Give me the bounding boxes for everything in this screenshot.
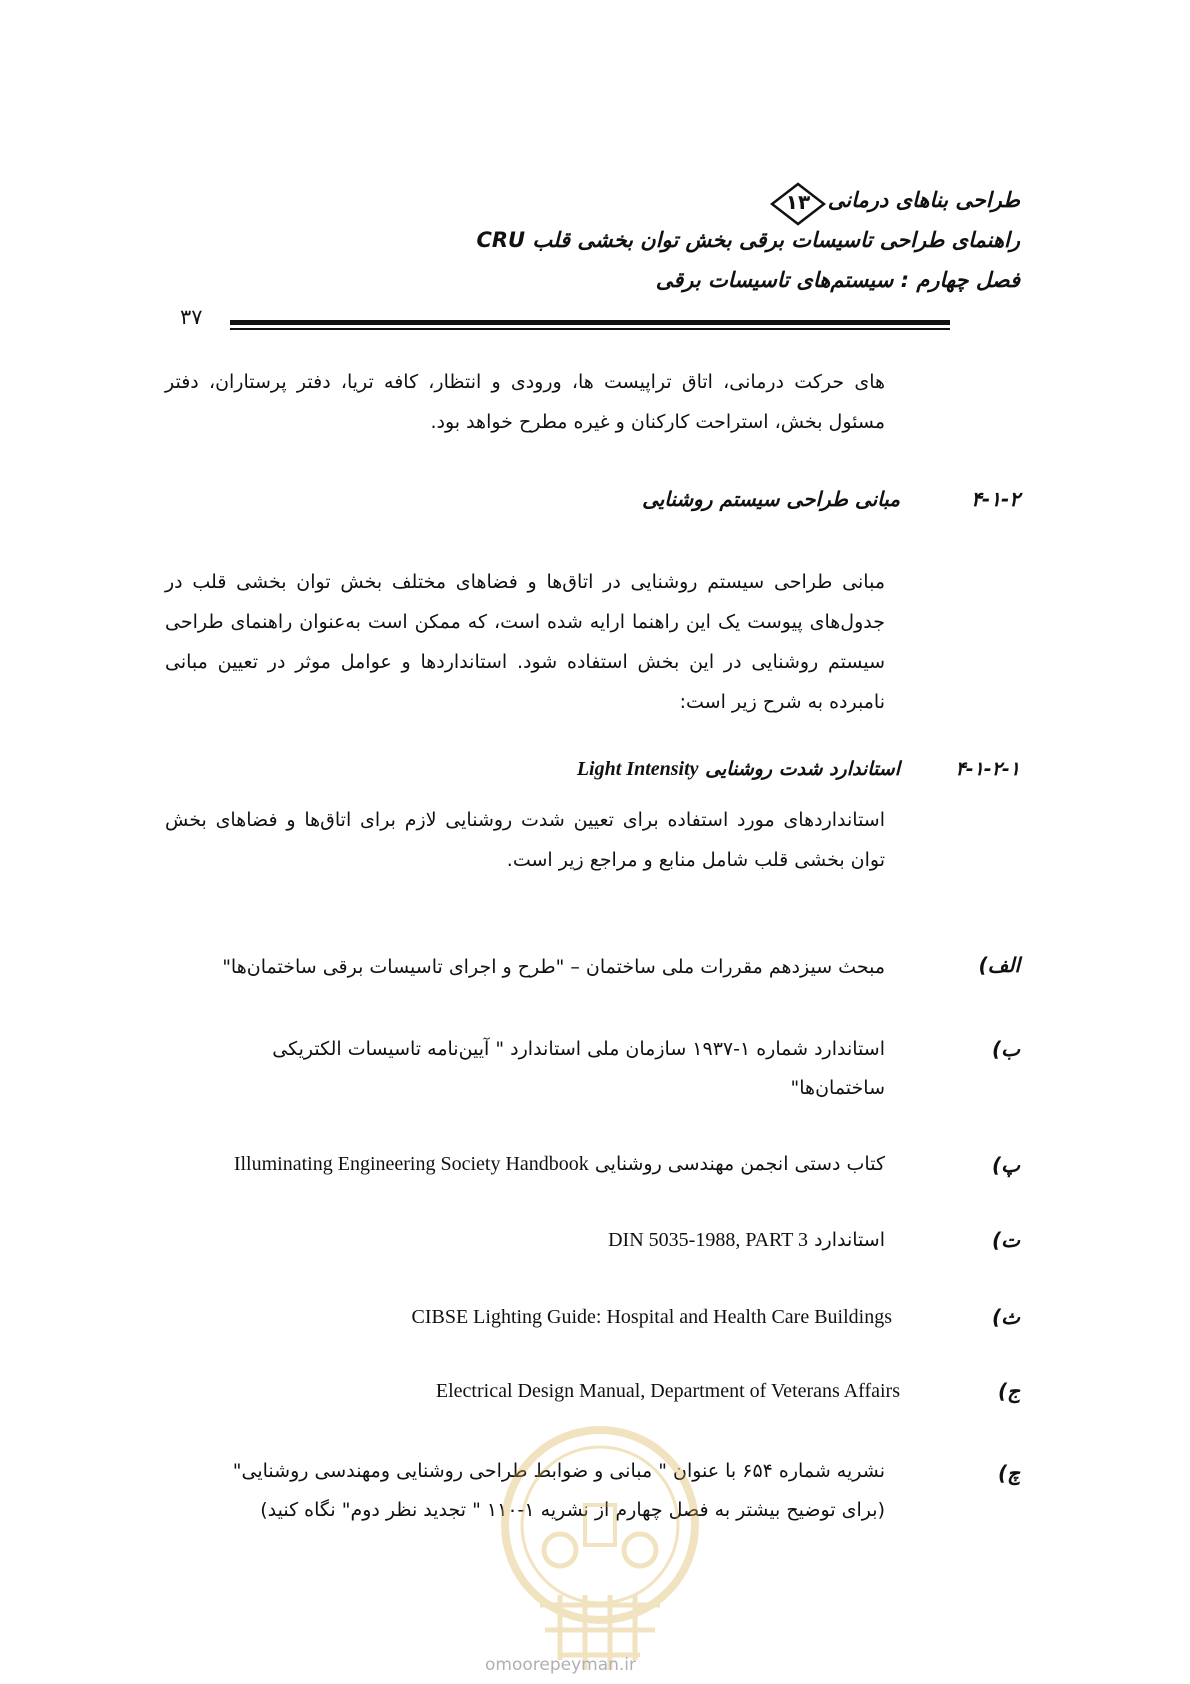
list-item-continuation: ساختمان‌ها" (790, 1077, 885, 1099)
subsection-title-en: Light Intensity (576, 758, 699, 780)
subsection-title (577, 758, 900, 781)
list-item-marker: ج) (997, 1379, 1020, 1403)
intro-paragraph: های حرکت درمانی، اتاق تراپیست ها، ورودی و انتظار، کافه تریا، دفتر پرستاران، دفتر مسئول بخش، استراحت کارکنان و غیره مطرح خواهد بود. (165, 371, 885, 433)
list-item-text-fa: استاندارد (814, 1229, 885, 1251)
list-item (608, 1220, 885, 1260)
page-number: ۳۷ (180, 305, 203, 329)
list-item-text-fa: کتاب دستی انجمن مهندسی روشنایی (594, 1153, 885, 1175)
list-item-marker: ت) (992, 1228, 1020, 1252)
list-item-marker: ب) (992, 1037, 1020, 1061)
list-item-marker: پ) (992, 1153, 1020, 1177)
book-title: طراحی بناهای درمانی (827, 188, 1020, 212)
list-item: Electrical Design Manual, Department of Veterans Affairs (435, 1380, 900, 1402)
chapter-title: فصل چهارم : سیستم‌های تاسیسات برقی (655, 268, 1020, 292)
list-item-marker: ث) (992, 1305, 1020, 1329)
section-number: ۴-۱-۲ (971, 487, 1020, 511)
header-rule-thick (230, 320, 950, 325)
list-item: مبحث سیزدهم مقررات ملی ساختمان – "طرح و اجرای تاسیسات برقی ساختمان‌ها" (222, 956, 885, 978)
list-item (234, 1144, 885, 1184)
volume-number: ۱۳ (785, 190, 811, 214)
subsection-paragraph: استانداردهای مورد استفاده برای تعیین شدت روشنایی لازم برای اتاق‌ها و فضاهای بخش توان بخشی قلب شامل منابع و مراجع زیر است. (165, 809, 885, 871)
list-item-text-en: DIN 5035-1988, PART 3 (608, 1229, 809, 1251)
list-item-marker: الف) (978, 953, 1020, 977)
list-item: CIBSE Lighting Guide: Hospital and Health Care Buildings (411, 1306, 892, 1328)
subsection-title-fa: استاندارد شدت روشنایی (705, 758, 900, 780)
header-rule-thin (230, 328, 950, 330)
section-title: مبانی طراحی سیستم روشنایی (642, 487, 900, 511)
list-item-marker: چ) (997, 1461, 1020, 1485)
section-paragraph: مبانی طراحی سیستم روشنایی در اتاق‌ها و فضاهای مختلف بخش توان بخشی قلب در جدول‌های پیوست یک این راهنما ارایه شده است، که ممکن است به‌عنوان راهنمای طراحی سیستم روشنایی در این بخش استفاده شود. استانداردها و عوامل موثر در تعیین مبانی نامبرده به شرح زیر است: (165, 571, 885, 713)
list-item-text-en: Illuminating Engineering Society Handbook (233, 1153, 589, 1175)
subsection-number: ۴-۱-۲-۱ (955, 758, 1020, 780)
list-item-continuation: (برای توضیح بیشتر به فصل چهارم از نشریه ۱-۱۱۰ " تجدید نظر دوم" نگاه کنید) (260, 1499, 885, 1521)
guide-title: راهنمای طراحی تاسیسات برقی بخش توان بخشی قلب CRU (476, 228, 1020, 252)
list-item: نشریه شماره ۶۵۴ با عنوان " مبانی و ضوابط طراحی روشنایی ومهندسی روشنایی" (232, 1460, 885, 1482)
watermark-seal-icon (490, 1420, 710, 1680)
list-item: استاندارد شماره ۱-۱۹۳۷ سازمان ملی استاندارد " آیین‌نامه تاسیسات الکتریکی (272, 1038, 885, 1060)
watermark-text: omoorepeyman.ir (485, 1655, 637, 1675)
